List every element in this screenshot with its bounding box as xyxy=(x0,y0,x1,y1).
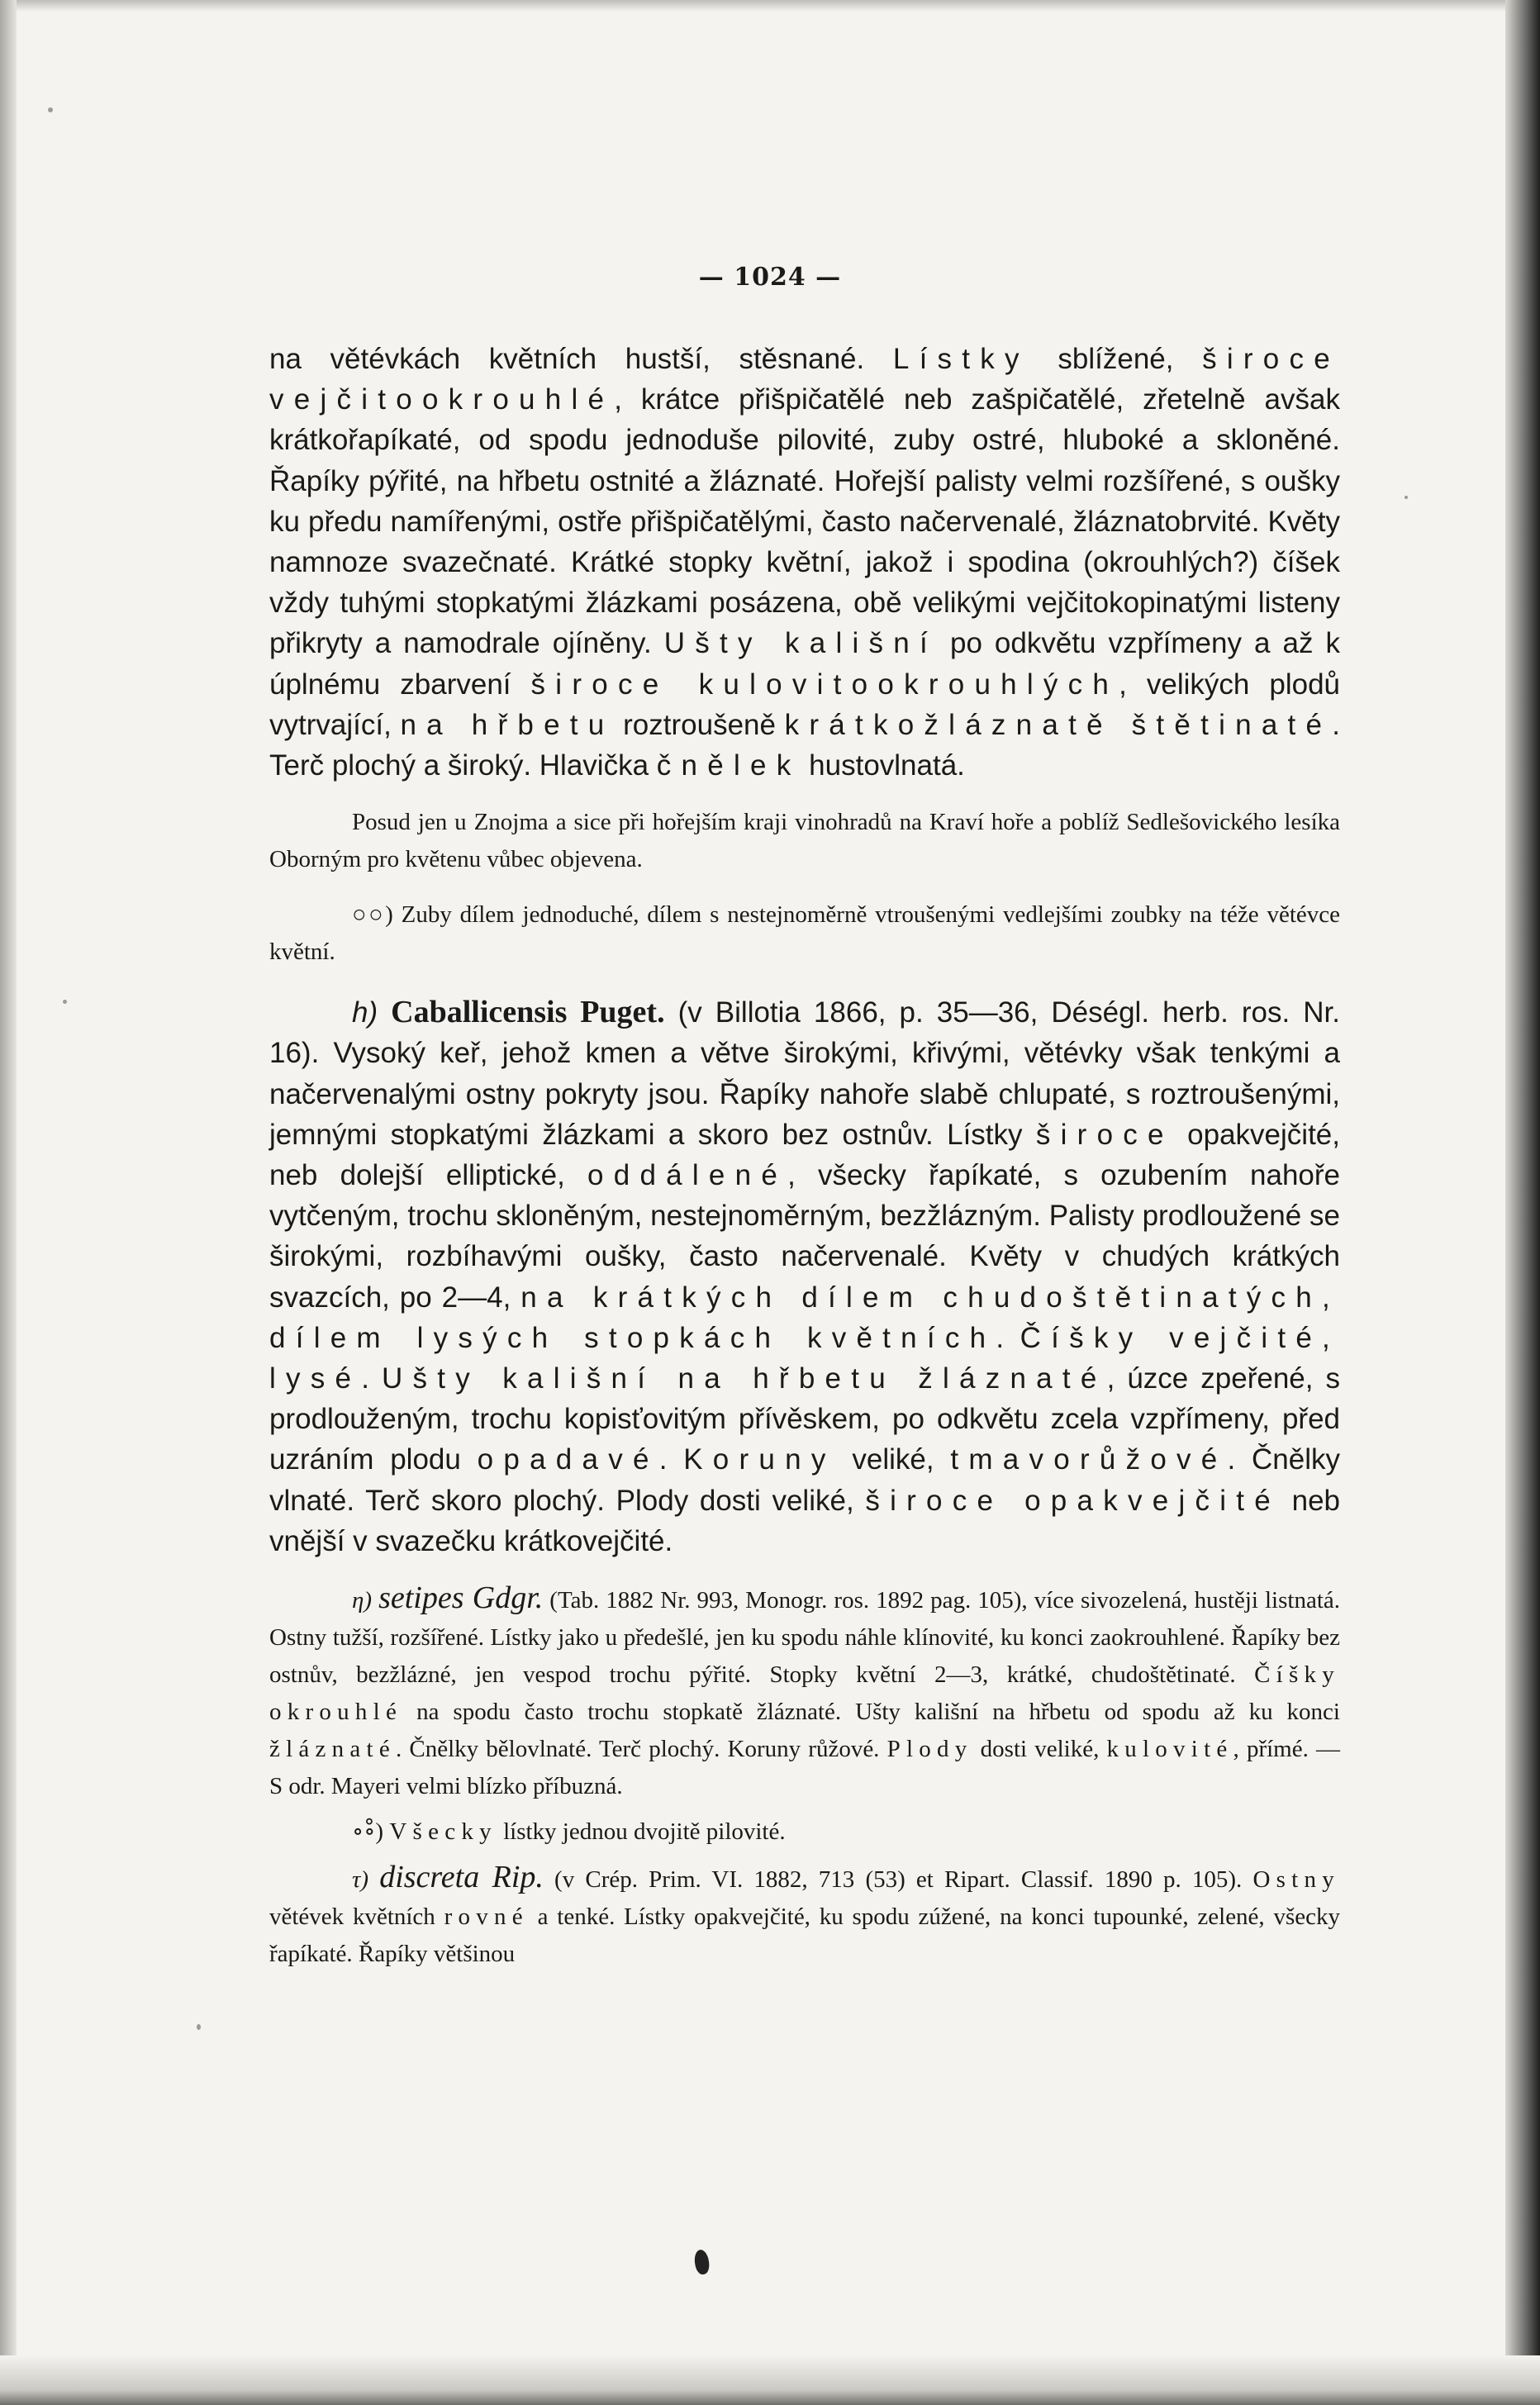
scan-edge-top xyxy=(0,0,1540,12)
paragraph-footnote-teeth: ○○) Zuby dílem jednoduché, dílem s nestejnoměrně vtroušenými vedlejšími zoubky na téže větévce květní. xyxy=(269,901,1340,966)
taxon-name: setipes Gdgr. xyxy=(378,1580,544,1616)
scan-edge-left xyxy=(0,0,17,2405)
paragraph-caballicensis: h) Caballicensis Puget. (v Billotia 1866, p. 35—36, Déségl. herb. ros. Nr. 16). Vysoký keř, jehož kmen a větve širokými, křivými, větévky však tenkými a načervenalými ostny pokryty jsou. Řapíky nahoře slabě chlupaté, s roztroušenými, jemnými stopkatými žlázkami a skoro bez ostnův. Lístky široce opakvejčité, neb dolejší elliptické, oddálené, všecky řapíkaté, s ozubením nahoře vytčeným, trochu skloněným, nestejnoměrným, bezžlázným. Palisty prodloužené se širokými, rozbíhavými oušky, často načervenalé. Květy v chudých krátkých svazcích, po 2—4, na krátkých dílem chudoštětinatých, dílem lysých stopkách květních. Číšky vejčité, lysé. Ušty kališní na hřbetu žláznaté, úzce zpeřené, s prodlouženým, trochu kopisťovitým přívěskem, po odkvětu zcela vzpřímeny, před uzráním plodu opadavé. Koruny veliké, tmavorůžové. Čnělky vlnaté. Terč skoro plochý. Plody dosti veliké, široce opakvejčité neb vnější v svazečku krátkovejčité. xyxy=(269,995,1341,1557)
taxon-name: Caballicensis Puget. xyxy=(391,995,665,1030)
paragraph-locality: Posud jen u Znojma a sice při hořejším kraji vinohradů na Kraví hoře a poblíž Sedlešovického lesíka Oborným pro květenu vůbec objevena. xyxy=(269,809,1340,873)
scan-speck xyxy=(197,2024,201,2030)
variety-label: τ) xyxy=(352,1866,369,1894)
scan-edge-right xyxy=(1505,0,1540,2405)
paragraph-description: na větévkách květních hustší, stěsnané. Lístky sblížené, široce vejčitookrouhlé, krátce přišpičatělé neb zašpičatělé, zřetelně avšak krátkořapíkaté, od spodu jednoduše pilovité, zuby ostré, hluboké a skloněné. Řapíky pýřité, na hřbetu ostnité a žláznaté. Hořejší palisty velmi rozšířené, s oušky ku předu namířenými, ostře přišpičatělými, často načervenalé, žláznatobrvité. Květy namnoze svazečnaté. Krátké stopky květní, jakož i spodina (okrouhlých?) číšek vždy tuhými stopkatými žlázkami posázena, obě velikými vejčitokopinatými listeny přikryty a namodrale ojíněny. Ušty kališní po odkvětu vzpřímeny a až k úplnému zbarvení široce kulovitookrouhlých, velikých plodů vytrvající, na hřbetu roztroušeně krátkožláznatě štětinaté. Terč plochý a široký. Hlavička čnělek hustovlnatá. xyxy=(269,343,1340,782)
page-number: — 1024 — xyxy=(698,263,842,292)
variety-label: η) xyxy=(352,1587,373,1614)
paragraph-setipes: η) setipes Gdgr. (Tab. 1882 Nr. 993, Monogr. ros. 1892 pag. 105), více sivozelená, hustěji listnatá. Ostny tužší, rozšířené. Lístky jako u předešlé, jen ku spodu náhle klínovité, ku konci zaokrouhlené. Řapíky bez ostnův, bezžlázné, jen vespod trochu pýřité. Stopky květní 2—3, krátké, chudoštětinaté. Číšky okrouhlé na spodu často trochu stopkatě žláznaté. Ušty kališní na hřbetu od spodu až ku konci žláznaté. Čnělky bělovlnaté. Terč plochý. Koruny růžové. Plody dosti veliké, kulovité, přímé. — S odr. Mayeri velmi blízko příbuzná. xyxy=(269,1580,1340,1800)
paragraph-footnote-leaflets: ∘∘̊) Všecky lístky jednou dvojitě pilovité. xyxy=(352,1818,786,1846)
ink-blot xyxy=(693,2249,711,2275)
paragraph-discreta: τ) discreta Rip. (v Crép. Prim. VI. 1882, 713 (53) et Ripart. Classif. 1890 p. 105). Ostny větévek květních rovné a tenké. Lístky opakvejčité, ku spodu zúžené, na konci tupounké, zelené, všecky řapíkaté. Řapíky většinou xyxy=(269,1860,1340,1968)
scan-speck xyxy=(48,107,53,112)
scan-speck xyxy=(63,1000,67,1004)
page-body xyxy=(269,339,1340,1973)
taxon-name: discreta Rip. xyxy=(379,1860,544,1895)
scan-speck xyxy=(1405,496,1408,499)
scan-edge-bottom xyxy=(0,2355,1540,2405)
footnote-mark: ∘∘̊) xyxy=(352,1818,384,1846)
variety-label: h) xyxy=(352,996,378,1029)
